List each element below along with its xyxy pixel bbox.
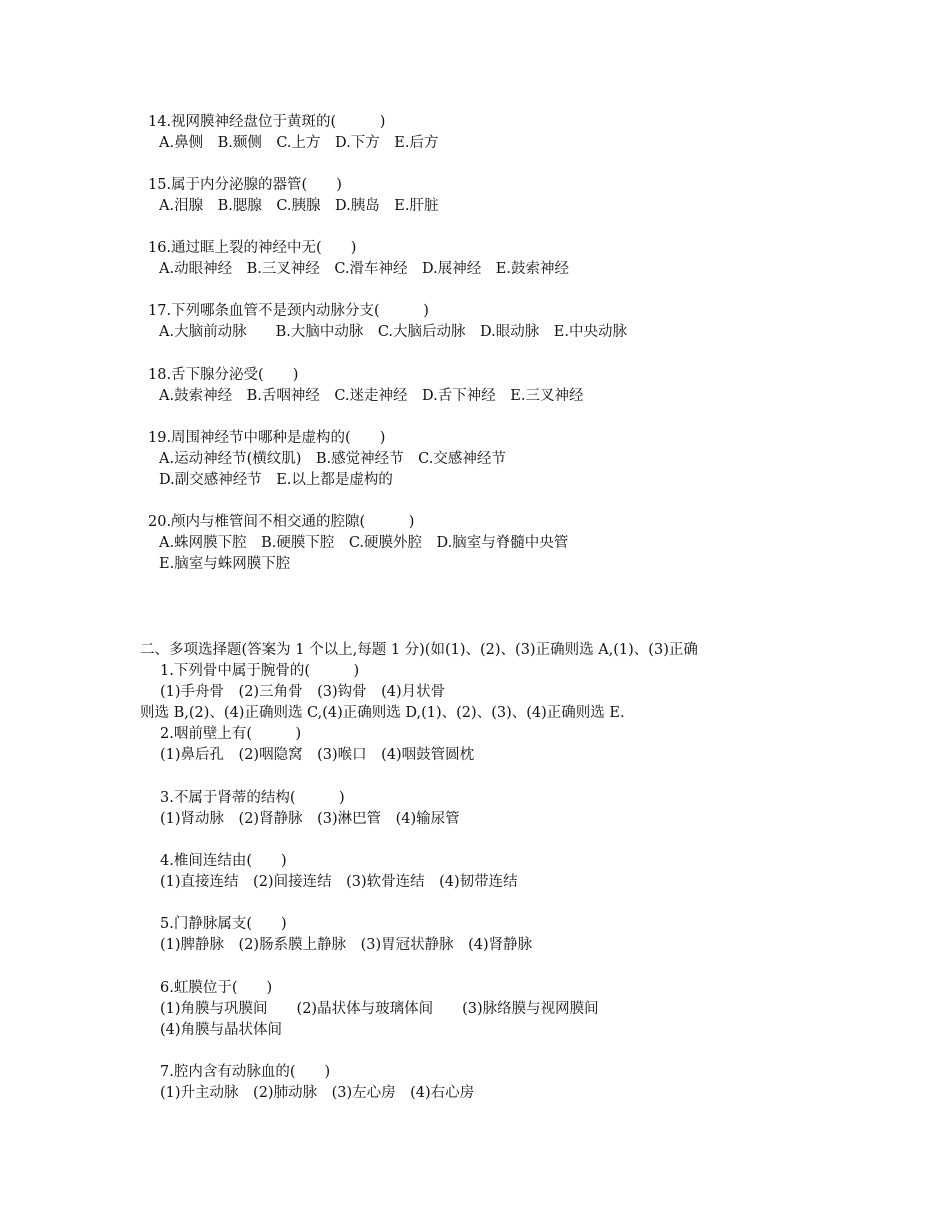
question-stem: 4.椎间连结由( ) bbox=[160, 853, 287, 869]
question-stem: 7.腔内含有动脉血的( ) bbox=[160, 1064, 331, 1080]
question-stem: 6.虹膜位于( ) bbox=[160, 980, 273, 996]
question-19 bbox=[148, 428, 506, 491]
question-options: A.鼻侧 B.颞侧 C.上方 D.下方 E.后方 bbox=[159, 135, 439, 151]
question-14 bbox=[148, 112, 438, 154]
question-options: (1)手舟骨 (2)三角骨 (3)钩骨 (4)月状骨 bbox=[160, 684, 446, 700]
question-stem: 1.下列骨中属于腕骨的( ) bbox=[160, 663, 360, 679]
question-15 bbox=[148, 175, 438, 217]
question-options: E.脑室与蛛网膜下腔 bbox=[159, 556, 291, 572]
mc-question-1 bbox=[160, 661, 445, 703]
question-16 bbox=[148, 238, 569, 280]
question-options: (1)角膜与巩膜间 (2)晶状体与玻璃体间 (3)脉络膜与视网膜间 bbox=[160, 1001, 599, 1017]
question-20 bbox=[148, 512, 568, 575]
section-heading-line: 二、多项选择题(答案为 1 个以上,每题 1 分)(如(1)、(2)、(3)正确则选 A,(1)、(3)正确 bbox=[140, 642, 698, 658]
mc-question-2 bbox=[160, 724, 474, 766]
question-options: A.鼓索神经 B.舌咽神经 C.迷走神经 D.舌下神经 E.三叉神经 bbox=[159, 388, 584, 404]
question-18 bbox=[148, 365, 583, 407]
question-stem: 5.门静脉属支( ) bbox=[160, 916, 287, 932]
mc-question-3 bbox=[160, 788, 460, 830]
question-options: A.蛛网膜下腔 B.硬膜下腔 C.硬膜外腔 D.脑室与脊髓中央管 bbox=[159, 535, 569, 551]
question-stem: 17.下列哪条血管不是颈内动脉分支( ) bbox=[148, 303, 429, 319]
question-stem: 14.视网膜神经盘位于黄斑的( ) bbox=[148, 114, 386, 130]
question-options: D.副交感神经节 E.以上都是虚构的 bbox=[159, 472, 393, 488]
question-options: (1)直接连结 (2)间接连结 (3)软骨连结 (4)韧带连结 bbox=[160, 874, 518, 890]
question-stem: 16.通过眶上裂的神经中无( ) bbox=[148, 240, 357, 256]
mc-question-7 bbox=[160, 1062, 474, 1104]
question-17 bbox=[148, 301, 627, 343]
question-stem: 15.属于内分泌腺的器管( ) bbox=[148, 177, 342, 193]
mc-question-6 bbox=[160, 978, 599, 1041]
mc-question-4 bbox=[160, 851, 518, 893]
question-options: A.运动神经节(横纹肌) B.感觉神经节 C.交感神经节 bbox=[159, 451, 506, 467]
question-stem: 19.周围神经节中哪种是虚构的( ) bbox=[148, 430, 386, 446]
question-stem: 18.舌下腺分泌受( ) bbox=[148, 367, 299, 383]
question-options: (1)升主动脉 (2)肺动脉 (3)左心房 (4)右心房 bbox=[160, 1085, 475, 1101]
question-stem: 3.不属于肾蒂的结构( ) bbox=[160, 790, 345, 806]
question-stem: 2.咽前壁上有( ) bbox=[160, 726, 302, 742]
question-options: (1)肾动脉 (2)肾静脉 (3)淋巴管 (4)输尿管 bbox=[160, 811, 460, 827]
question-stem: 20.颅内与椎管间不相交通的腔隙( ) bbox=[148, 514, 415, 530]
question-options: (1)脾静脉 (2)肠系膜上静脉 (3)胃冠状静脉 (4)肾静脉 bbox=[160, 937, 533, 953]
question-options: A.泪腺 B.腮腺 C.胰腺 D.胰岛 E.肝脏 bbox=[159, 198, 439, 214]
question-options: (4)角膜与晶状体间 bbox=[160, 1022, 283, 1038]
question-options: A.大脑前动脉 B.大脑中动脉 C.大脑后动脉 D.眼动脉 E.中央动脉 bbox=[159, 324, 627, 340]
mc-question-5 bbox=[160, 914, 532, 956]
section-heading-line: 则选 B,(2)、(4)正确则选 C,(4)正确则选 D,(1)、(2)、(3)、(4)正确则选 E. bbox=[140, 705, 625, 721]
question-options: A.动眼神经 B.三叉神经 C.滑车神经 D.展神经 E.鼓索神经 bbox=[159, 261, 569, 277]
question-options: (1)鼻后孔 (2)咽隐窝 (3)喉口 (4)咽鼓管圆枕 bbox=[160, 747, 475, 763]
